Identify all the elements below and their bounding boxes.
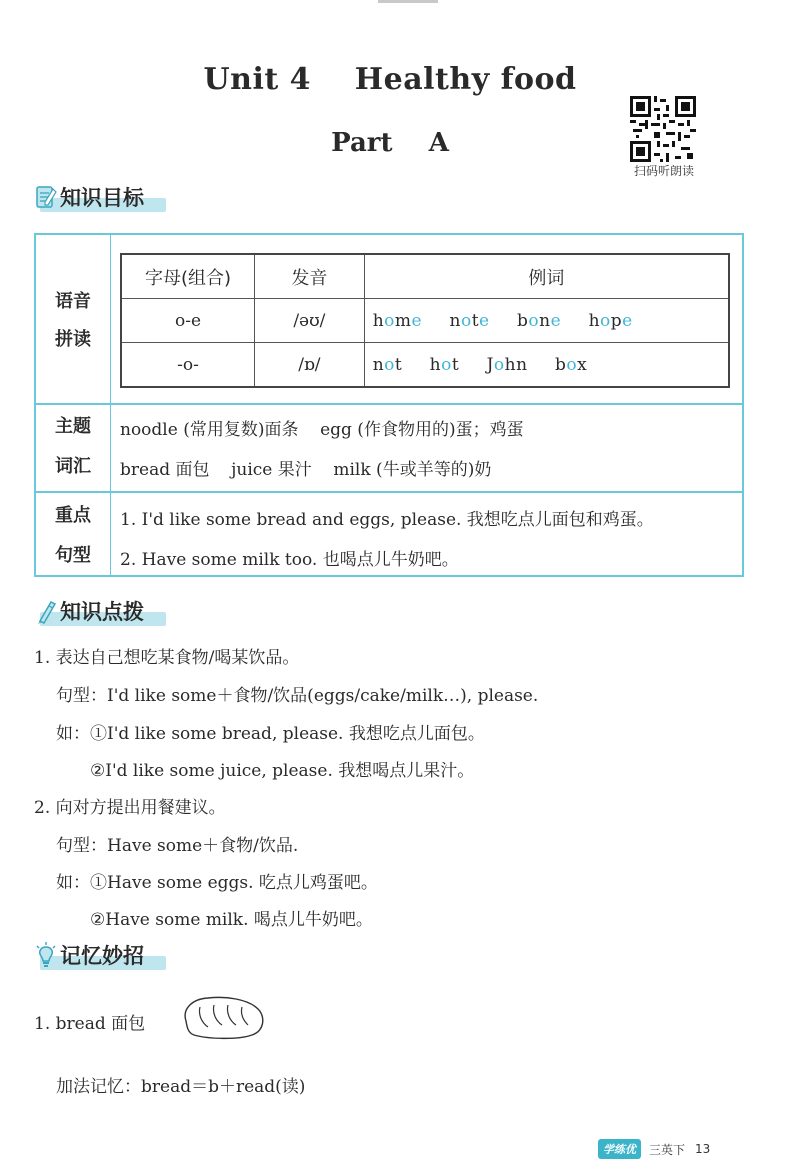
- top-edge-mark: [378, 0, 438, 3]
- phonics-words: [364, 299, 729, 343]
- phonics-header-row: [121, 254, 729, 299]
- point-1-title: 1. 表达自己想吃某食物/喝某饮品。: [34, 648, 300, 668]
- phonics-table: [120, 253, 730, 388]
- page-footer: [598, 1139, 710, 1159]
- vocab-line-2: bread 面包 juice 果汁 milk (牛或羊等的)奶: [120, 460, 492, 480]
- example-word: John: [486, 354, 528, 375]
- point-2-pattern: 句型：Have some＋食物/饮品.: [56, 836, 299, 856]
- pencil-icon: [34, 597, 58, 625]
- point-2-title: 2. 向对方提出用餐建议。: [34, 798, 226, 818]
- example-word: not: [372, 354, 403, 375]
- section-memory-heading: [34, 938, 144, 972]
- phonics-label-1: 语音: [55, 291, 91, 312]
- phonics-letters: o-e: [121, 299, 255, 343]
- section-memory-label: 记忆妙招: [60, 944, 144, 968]
- phonics-letters: -o-: [121, 343, 255, 388]
- example-word: home: [372, 310, 423, 331]
- grade-label: 三英下: [649, 1142, 686, 1157]
- page-number: 13: [695, 1142, 711, 1156]
- publisher-logo: 学练优: [598, 1139, 641, 1159]
- point-1-example-1: 如：①I'd like some bread, please. 我想吃点儿面包。: [56, 724, 485, 744]
- qr-label: 扫码听朗读: [633, 164, 694, 178]
- phonics-row: [121, 343, 729, 388]
- section-goals-heading: [34, 180, 144, 214]
- notebook-icon: [34, 183, 58, 211]
- phonics-sound: /əʊ/: [255, 299, 365, 343]
- header-letters: 字母(组合): [121, 254, 255, 299]
- sentence-line-2: 2. Have some milk too. 也喝点儿牛奶吧。: [120, 550, 459, 570]
- goals-box: [34, 233, 744, 577]
- memory-item-1: 1. bread 面包: [34, 1014, 146, 1034]
- example-word: bone: [517, 310, 562, 331]
- header-examples: 例词: [364, 254, 729, 299]
- phonics-sound: /ɒ/: [255, 343, 365, 388]
- lightbulb-icon: [34, 941, 58, 969]
- example-word: hot: [429, 354, 460, 375]
- memory-item-1-note: 加法记忆：bread＝b＋read(读): [56, 1077, 306, 1097]
- point-2-example-1: 如：①Have some eggs. 吃点儿鸡蛋吧。: [56, 873, 378, 893]
- vocab-line-1: noodle (常用复数)面条 egg (作食物用的)蛋；鸡蛋: [120, 420, 524, 440]
- phonics-row: [121, 299, 729, 343]
- header-sound: 发音: [255, 254, 365, 299]
- section-points-heading: [34, 594, 144, 628]
- sentences-label-1: 重点: [55, 505, 91, 526]
- sentence-line-1: 1. I'd like some bread and eggs, please. 我想吃点儿面包和鸡蛋。: [120, 510, 654, 530]
- point-2-example-2: ②Have some milk. 喝点儿牛奶吧。: [90, 910, 373, 930]
- unit-title: Unit 4 Healthy food: [203, 62, 577, 97]
- point-1-example-2: ②I'd like some juice, please. 我想喝点儿果汁。: [90, 761, 475, 781]
- example-word: box: [554, 354, 588, 375]
- bread-icon: [178, 991, 266, 1043]
- qr-code-icon[interactable]: [630, 96, 696, 162]
- phonics-words: [364, 343, 729, 388]
- vocab-label-1: 主题: [55, 416, 91, 437]
- point-1-pattern: 句型：I'd like some＋食物/饮品(eggs/cake/milk…), please.: [56, 686, 539, 706]
- example-word: note: [449, 310, 490, 331]
- vocab-label-2: 词汇: [55, 456, 91, 477]
- section-points-label: 知识点拨: [60, 600, 144, 624]
- sentences-label-2: 句型: [55, 545, 91, 566]
- phonics-label-2: 拼读: [55, 329, 91, 350]
- example-word: hope: [588, 310, 633, 331]
- section-goals-label: 知识目标: [60, 186, 144, 210]
- part-title: Part A: [331, 128, 449, 158]
